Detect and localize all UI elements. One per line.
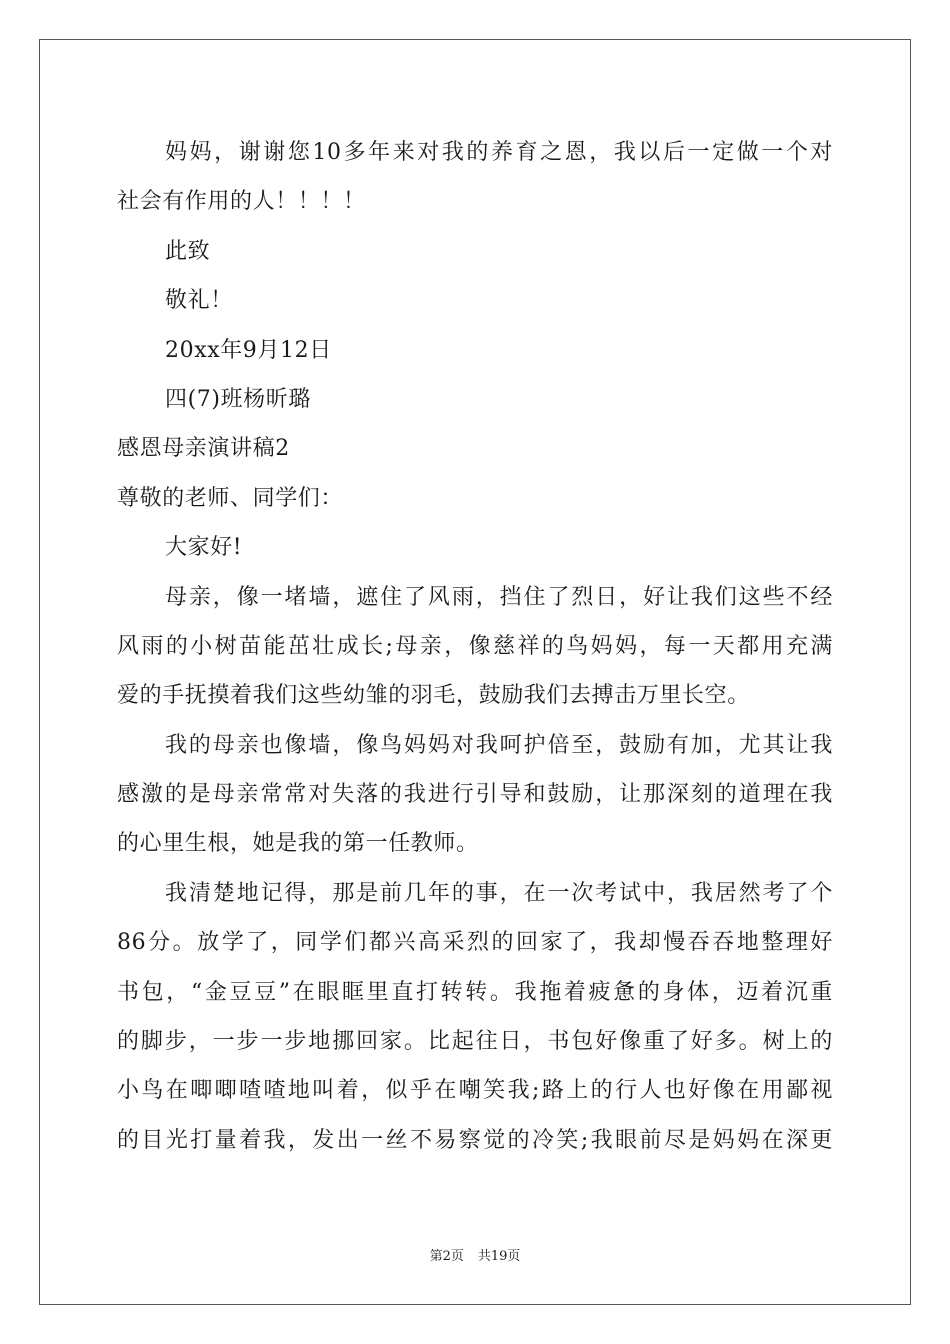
text-line: 感激的是母亲常常对失落的我进行引导和鼓励，让那深刻的道理在我 <box>117 782 833 808</box>
text-line: 书包，“金豆豆”在眼眶里直打转转。我拖着疲惫的身体，迈着沉重 <box>117 979 833 1005</box>
text-line: 爱的手抚摸着我们这些幼雏的羽毛，鼓励我们去搏击万里长空。 <box>117 683 750 709</box>
text-line: 妈妈，谢谢您10多年来对我的养育之恩，我以后一定做一个对 <box>165 140 833 165</box>
text-line: 风雨的小树苗能茁壮成长;母亲，像慈祥的鸟妈妈，每一天都用充满 <box>117 633 833 659</box>
text-line: 我的母亲也像墙，像鸟妈妈对我呵护倍至，鼓励有加，尤其让我 <box>165 732 833 758</box>
text-line: 86分。放学了，同学们都兴高采烈的回家了，我却慢吞吞地整理好 <box>117 930 833 956</box>
text-line: 母亲，像一堵墙，遮住了风雨，挡住了烈日，好让我们这些不经 <box>165 584 833 610</box>
text-line: 小鸟在唧唧喳喳地叫着，似乎在嘲笑我;路上的行人也好像在用鄙视 <box>117 1078 833 1104</box>
text-line: 大家好! <box>165 535 243 561</box>
document-body <box>117 128 833 1165</box>
text-line: 感恩母亲演讲稿2 <box>117 436 290 462</box>
text-line: 此致 <box>165 238 211 264</box>
text-line: 的心里生根，她是我的第一任教师。 <box>117 831 479 857</box>
page-number: 第2页 <box>429 1249 464 1264</box>
text-line: 四(7)班杨昕璐 <box>165 386 311 412</box>
text-line: 社会有作用的人！！！！ <box>117 189 366 215</box>
text-line: 尊敬的老师、同学们： <box>117 485 344 511</box>
page-total: 共19页 <box>477 1249 521 1264</box>
text-line: 的脚步，一步一步地挪回家。比起往日，书包好像重了好多。树上的 <box>117 1029 833 1055</box>
text-line: 的目光打量着我，发出一丝不易察觉的冷笑;我眼前尽是妈妈在深更 <box>117 1127 833 1153</box>
text-line: 我清楚地记得，那是前几年的事，在一次考试中，我居然考了个 <box>165 880 833 906</box>
text-line: 敬礼！ <box>165 288 233 314</box>
text-line: 20xx年9月12日 <box>165 337 332 363</box>
page-footer <box>0 1245 950 1264</box>
